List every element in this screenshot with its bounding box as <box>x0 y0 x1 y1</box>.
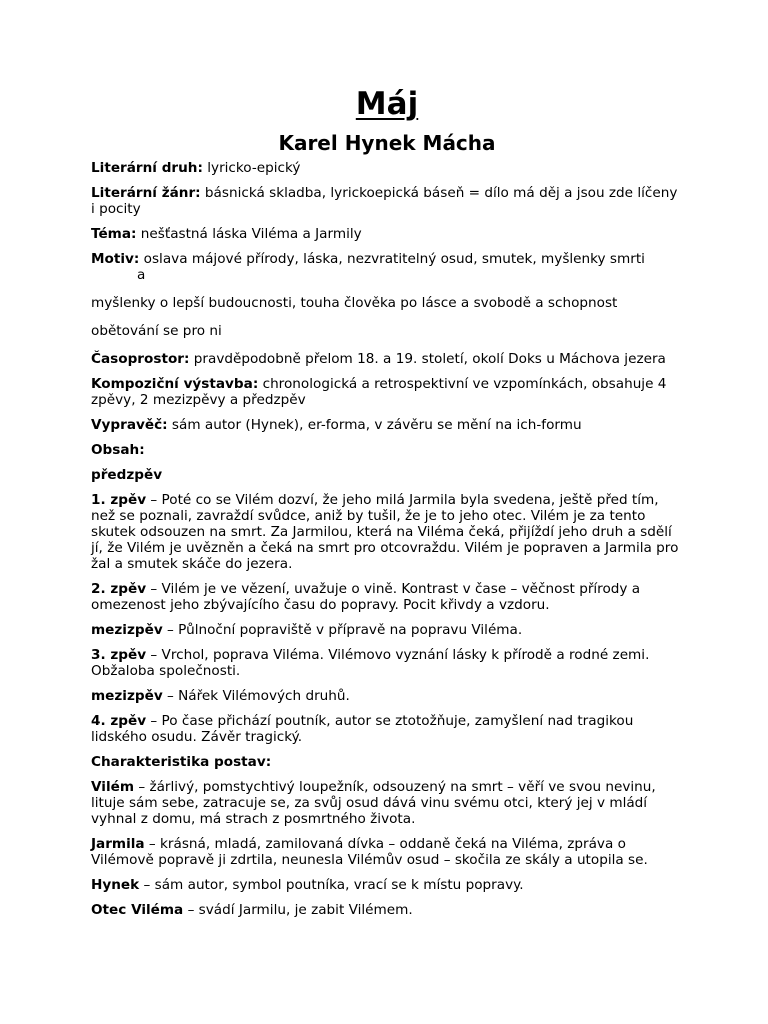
section-3-zpev <box>91 647 683 679</box>
field-text: básnická skladba, lyrickoepická báseň = dílo má děj a jsou zde líčeny i pocity <box>91 185 678 217</box>
field-text: nešťastná láska Viléma a Jarmily <box>140 226 362 242</box>
section-label: 1. zpěv <box>91 492 147 508</box>
character-otec-vilema <box>91 902 683 918</box>
field-label: Literární druh: <box>91 160 203 176</box>
field-text: lyricko-epický <box>207 160 301 176</box>
section-text: – Po čase přichází poutník, autor se ztotožňuje, zamyšlení nad tragikou lidského osudu. Závěr tragický. <box>91 713 634 745</box>
section-4-zpev <box>91 713 683 745</box>
field-label: Časoprostor: <box>91 351 190 367</box>
field-text: sám autor (Hynek), er-forma, v závěru se mění na ich-formu <box>171 417 582 433</box>
field-casoprostor <box>91 351 683 367</box>
predzpev-heading <box>91 467 683 483</box>
section-mezizpev-1 <box>91 622 683 638</box>
character-label: Vilém <box>91 779 134 795</box>
field-tema <box>91 226 683 242</box>
field-motiv <box>91 251 683 283</box>
field-label: Kompoziční výstavba: <box>91 376 259 392</box>
characters-heading-text: Charakteristika postav: <box>91 754 272 770</box>
field-kompozicni-vystavba <box>91 376 683 408</box>
document-author: Karel Hynek Mácha <box>278 131 496 155</box>
character-label: Jarmila <box>91 836 145 852</box>
field-text: oslava májové přírody, láska, nezvratitelný osud, smutek, myšlenky smrti <box>143 251 645 267</box>
character-hynek <box>91 877 683 893</box>
character-text: – krásná, mladá, zamilovaná dívka – oddaně čeká na Viléma, zpráva o Vilémově popravě ji zdrtila, neunesla Vilémův osud – skočila ze skály a utopila se. <box>91 836 648 868</box>
field-label: Téma: <box>91 226 137 242</box>
section-text: – Nářek Vilémových druhů. <box>167 688 350 704</box>
section-label: mezizpěv <box>91 688 163 704</box>
section-label: 4. zpěv <box>91 713 147 729</box>
section-2-zpev <box>91 581 683 613</box>
character-label: Otec Viléma <box>91 902 184 918</box>
section-text: – Vrchol, poprava Viléma. Vilémovo vyznání lásky k přírodě a rodné zemi. Obžaloba společnosti. <box>91 647 650 679</box>
field-literarni-druh <box>91 160 683 176</box>
character-jarmila <box>91 836 683 868</box>
field-text: pravděpodobně přelom 18. a 19. století, okolí Doks u Máchova jezera <box>193 351 666 367</box>
section-label: 2. zpěv <box>91 581 147 597</box>
character-text: – žárlivý, pomstychtivý loupežník, odsouzený na smrt – věří ve svou nevinu, lituje sám sebe, zatracuje se, za svůj osud dává vinu svému otci, který jej v mládí vyhnal z domu, má strach z posmrtného života. <box>91 779 656 827</box>
field-vypravec <box>91 417 683 433</box>
section-1-zpev <box>91 492 683 572</box>
character-text: – sám autor, symbol poutníka, vrací se k místu popravy. <box>143 877 524 893</box>
field-label: Vypravěč: <box>91 417 168 433</box>
section-text: – Poté co se Vilém dozví, že jeho milá Jarmila byla svedena, ještě před tím, než se poznali, zavraždí svůdce, aniž by tušil, že je to jeho otec. Vilém je za tento skutek odsouzen na smrt. Za Jarmilou, která na Viléma čeká, přijíždí jeho druh a sdělí jí, že Vilém je uvězněn a čeká na smrt pro otcovraždu. Vilém je popraven a Jarmila pro žal a smutek skáče do jezera. <box>91 492 679 572</box>
field-label: Motiv: <box>91 251 140 267</box>
character-vilem <box>91 779 683 827</box>
section-text: – Půlnoční popraviště v přípravě na popravu Viléma. <box>167 622 523 638</box>
predzpev-heading-text: předzpěv <box>91 467 163 483</box>
characters-heading <box>91 754 683 770</box>
obsah-heading-text: Obsah: <box>91 442 145 458</box>
section-mezizpev-2 <box>91 688 683 704</box>
motiv-continuation: a <box>137 267 146 283</box>
field-literarni-zanr <box>91 185 683 217</box>
section-text: – Vilém je ve vězení, uvažuje o vině. Kontrast v čase – věčnost přírody a omezenost jeho zbývajícího času do popravy. Pocit křivdy a vzdoru. <box>91 581 641 613</box>
field-text: chronologická a retrospektivní ve vzpomínkách, obsahuje 4 zpěvy, 2 mezizpěvy a předzpěv <box>91 376 667 408</box>
character-text: – svádí Jarmilu, je zabit Vilémem. <box>187 902 413 918</box>
motiv-line-2: myšlenky o lepší budoucnosti, touha člověka po lásce a svobodě a schopnost <box>91 295 618 311</box>
section-label: 3. zpěv <box>91 647 147 663</box>
motiv-line-3: obětování se pro ni <box>91 323 222 339</box>
character-label: Hynek <box>91 877 140 893</box>
section-label: mezizpěv <box>91 622 163 638</box>
obsah-heading <box>91 442 683 458</box>
field-label: Literární žánr: <box>91 185 201 201</box>
document-content <box>91 84 683 927</box>
document-title: Máj <box>355 86 419 122</box>
